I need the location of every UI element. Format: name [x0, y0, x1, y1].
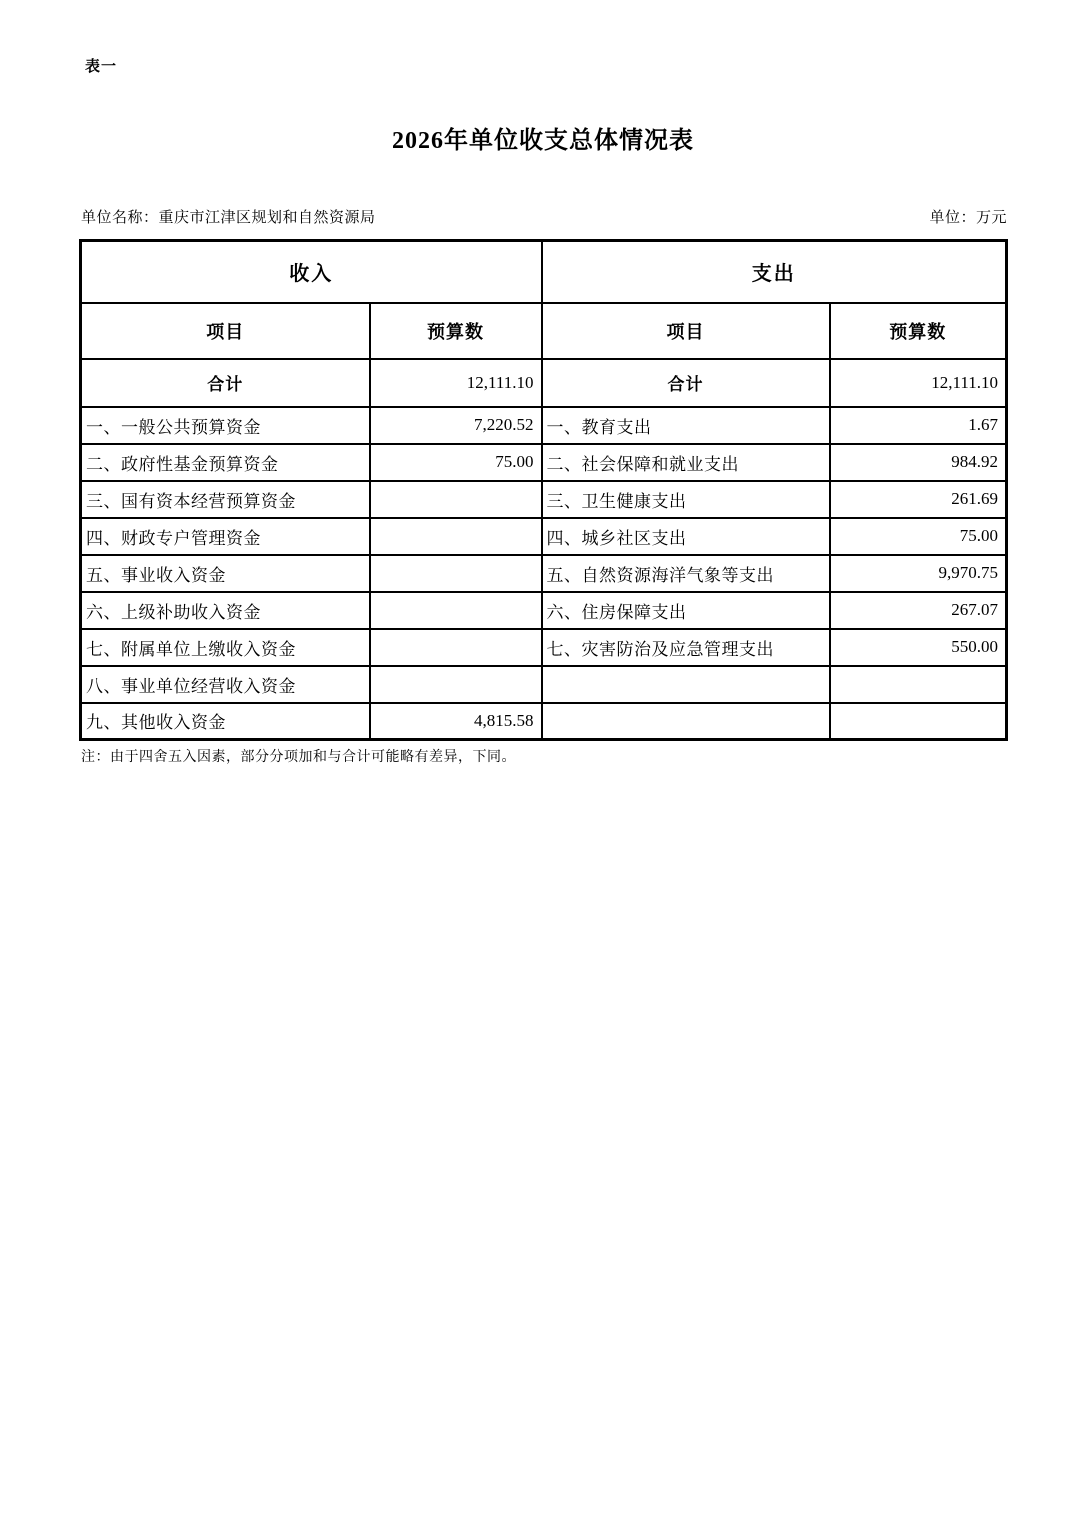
- unit-name-label: 单位名称：重庆市江津区规划和自然资源局: [81, 210, 376, 226]
- expense-value-cell: 1.67: [830, 407, 1007, 444]
- income-value-cell: 4,815.58: [370, 703, 542, 740]
- expense-total-value: 12,111.10: [830, 359, 1007, 407]
- income-total-value: 12,111.10: [370, 359, 542, 407]
- income-total-label: 合计: [81, 359, 370, 407]
- expense-item-column-header: 项目: [542, 303, 830, 359]
- budget-summary-table: [79, 239, 1008, 741]
- income-item-cell: 六、上级补助收入资金: [81, 592, 370, 629]
- table-row: [81, 629, 1007, 666]
- income-item-cell: 八、事业单位经营收入资金: [81, 666, 370, 703]
- meta-row: [81, 206, 1007, 227]
- income-value-cell: [370, 555, 542, 592]
- expense-value-cell: 261.69: [830, 481, 1007, 518]
- table-row: [81, 407, 1007, 444]
- expense-value-cell: 984.92: [830, 444, 1007, 481]
- income-item-cell: 九、其他收入资金: [81, 703, 370, 740]
- income-item-cell: 三、国有资本经营预算资金: [81, 481, 370, 518]
- income-item-cell: 七、附属单位上缴收入资金: [81, 629, 370, 666]
- expense-item-cell: 三、卫生健康支出: [542, 481, 830, 518]
- expense-section-header: 支出: [542, 241, 1007, 303]
- income-value-cell: [370, 666, 542, 703]
- expense-value-cell: 267.07: [830, 592, 1007, 629]
- section-header-row: [81, 241, 1007, 303]
- table-row: [81, 481, 1007, 518]
- unit-of-measure-label: 单位：万元: [929, 210, 1007, 226]
- expense-item-cell: [542, 666, 830, 703]
- income-value-cell: [370, 481, 542, 518]
- expense-value-cell: 75.00: [830, 518, 1007, 555]
- income-item-cell: 四、财政专户管理资金: [81, 518, 370, 555]
- income-value-cell: 7,220.52: [370, 407, 542, 444]
- expense-item-cell: 二、社会保障和就业支出: [542, 444, 830, 481]
- expense-value-cell: 9,970.75: [830, 555, 1007, 592]
- total-row: [81, 359, 1007, 407]
- table-row: [81, 703, 1007, 740]
- expense-item-cell: 五、自然资源海洋气象等支出: [542, 555, 830, 592]
- table-row: [81, 592, 1007, 629]
- expense-item-cell: 四、城乡社区支出: [542, 518, 830, 555]
- income-value-cell: 75.00: [370, 444, 542, 481]
- table-row: [81, 518, 1007, 555]
- income-item-column-header: 项目: [81, 303, 370, 359]
- column-header-row: [81, 303, 1007, 359]
- income-item-cell: 五、事业收入资金: [81, 555, 370, 592]
- footnote: 注：由于四舍五入因素，部分分项加和与合计可能略有差异，下同。: [81, 750, 516, 765]
- expense-value-cell: [830, 703, 1007, 740]
- expense-budget-column-header: 预算数: [830, 303, 1007, 359]
- income-item-cell: 一、一般公共预算资金: [81, 407, 370, 444]
- expense-value-cell: [830, 666, 1007, 703]
- table-row: [81, 555, 1007, 592]
- table-ordinal-label: 表一: [85, 58, 118, 75]
- table-row: [81, 444, 1007, 481]
- income-value-cell: [370, 592, 542, 629]
- income-item-cell: 二、政府性基金预算资金: [81, 444, 370, 481]
- income-value-cell: [370, 629, 542, 666]
- expense-value-cell: 550.00: [830, 629, 1007, 666]
- expense-item-cell: 七、灾害防治及应急管理支出: [542, 629, 830, 666]
- expense-item-cell: 六、住房保障支出: [542, 592, 830, 629]
- income-section-header: 收入: [81, 241, 542, 303]
- income-value-cell: [370, 518, 542, 555]
- expense-total-label: 合计: [542, 359, 830, 407]
- expense-item-cell: 一、教育支出: [542, 407, 830, 444]
- income-budget-column-header: 预算数: [370, 303, 542, 359]
- table-row: [81, 666, 1007, 703]
- page-title: 2026年单位收支总体情况表: [392, 128, 694, 154]
- expense-item-cell: [542, 703, 830, 740]
